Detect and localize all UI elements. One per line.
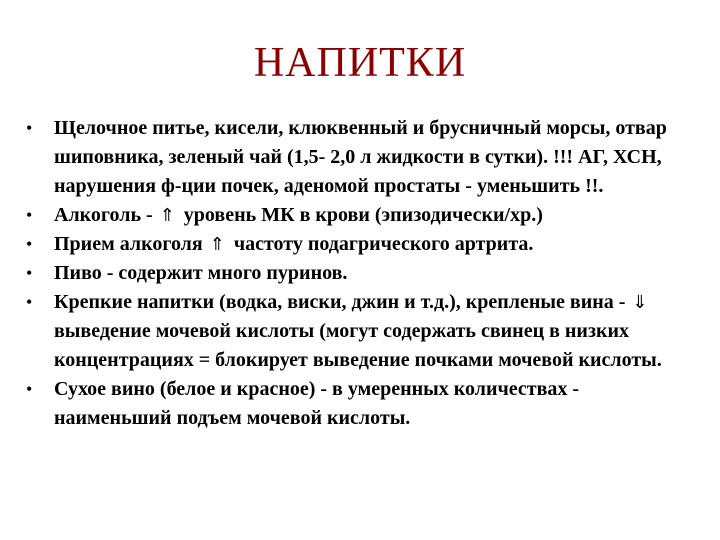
bullet-item-alkaline-drinks	[26, 114, 698, 201]
bullet-text: Щелочное питье, кисели, клюквенный и брусничный морсы, отвар шиповника, зеленый чай (1,5- 2,0 л жидкости в сутки). !!! АГ, ХСН, нарушения ф-ции почек, аденомой простаты - уменьшить !!.	[54, 117, 667, 197]
bullet-dot: •	[26, 234, 33, 254]
bullet-dot: •	[26, 263, 33, 283]
bullet-item-alcohol	[26, 201, 698, 230]
double-arrow-up-icon: ⇑	[209, 234, 225, 255]
bullet-text-before: Прием алкоголя	[54, 233, 208, 255]
bullet-list	[26, 114, 698, 433]
bullet-dot: •	[26, 379, 33, 399]
double-arrow-down-icon: ⇓	[632, 292, 648, 313]
bullet-text-after: частоту подагрического артрита.	[228, 233, 534, 255]
bullet-item-alcohol-intake	[26, 230, 698, 259]
double-arrow-up-icon: ⇑	[159, 205, 175, 226]
bullet-dot: •	[26, 118, 33, 138]
slide-title: НАПИТКИ	[253, 40, 467, 86]
bullet-text-before: Алкоголь -	[54, 204, 158, 226]
bullet-text-after: выведение мочевой кислоты (могут содержать свинец в низких концентрациях = блокирует выведение почками мочевой кислоты.	[54, 320, 662, 371]
bullet-text: Пиво - содержит много пуринов.	[54, 262, 348, 284]
bullet-text-after: уровень МК в крови (эпизодически/хр.)	[178, 204, 543, 226]
bullet-item-strong-drinks	[26, 288, 698, 375]
bullet-item-beer	[26, 259, 698, 288]
bullet-text-before: Крепкие напитки (водка, виски, джин и т.д.), крепленые вина -	[54, 291, 631, 313]
bullet-item-dry-wine	[26, 375, 698, 433]
bullet-dot: •	[26, 292, 33, 312]
bullet-dot: •	[26, 205, 33, 225]
bullet-text: Сухое вино (белое и красное) - в умеренных количествах - наименьший подъем мочевой кислоты.	[54, 378, 580, 429]
